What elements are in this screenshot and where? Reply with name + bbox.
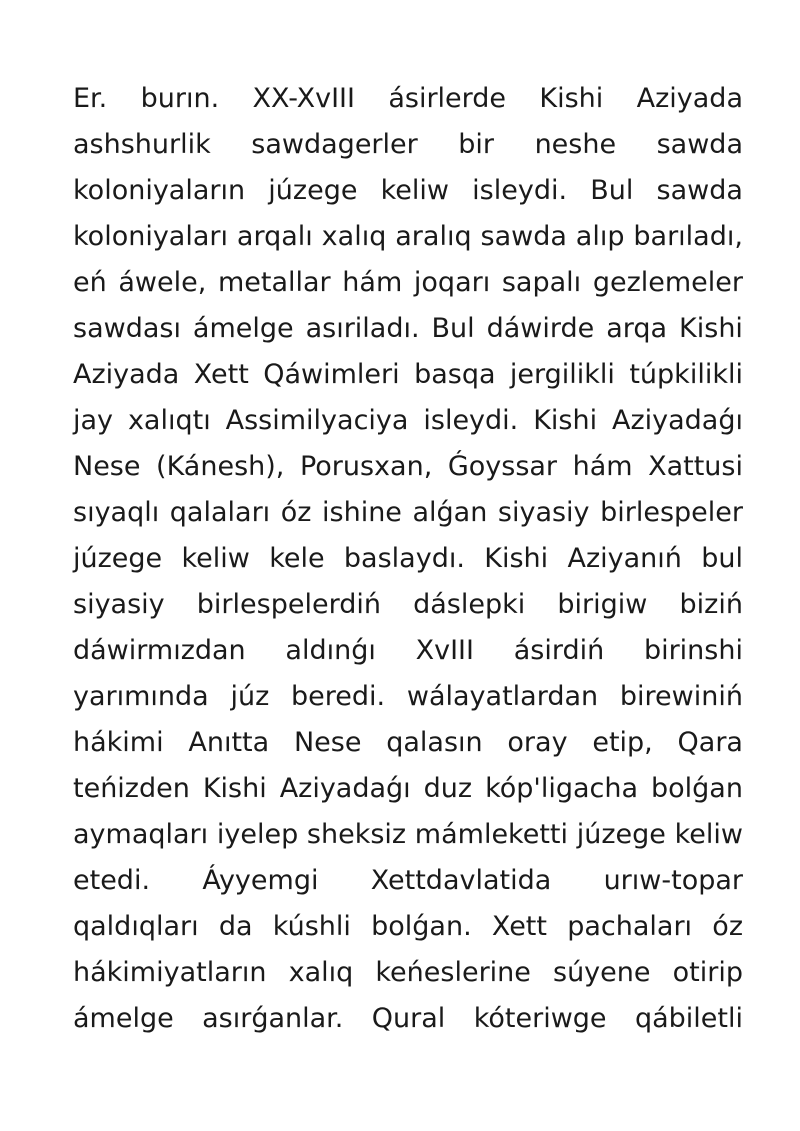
word: ishine	[322, 497, 402, 528]
word: Qáwimleri	[263, 359, 400, 390]
word: Bul	[590, 175, 634, 206]
word: neshe	[534, 129, 617, 160]
word: áwele,	[118, 267, 207, 298]
word: jergilikli	[509, 359, 615, 390]
body-text	[73, 76, 743, 1042]
word: Anıtta	[188, 727, 270, 758]
word: birigiw	[557, 589, 648, 620]
word: Áyyemgi	[202, 865, 319, 896]
word: bolǵan	[650, 773, 743, 804]
word: qalaları	[169, 497, 271, 528]
word: hákimiyatların	[73, 957, 267, 988]
word: dáwirmızdan	[73, 635, 246, 666]
text-line	[73, 490, 743, 536]
word: (Kánesh),	[156, 451, 285, 482]
word: Qural	[371, 1003, 446, 1034]
word: sawda	[480, 221, 567, 252]
word: wálayatlardan	[406, 681, 599, 712]
word: kóteriwge	[473, 1003, 607, 1034]
word: arqalı	[236, 221, 313, 252]
word: túpkilikli	[629, 359, 743, 390]
word: ámelge	[73, 1003, 174, 1034]
text-line	[73, 122, 743, 168]
word: Aziyada	[73, 359, 180, 390]
word: Nese	[293, 727, 362, 758]
word: siyasiy	[497, 497, 590, 528]
word: ásirlerde	[388, 83, 507, 114]
text-line	[73, 858, 743, 904]
word: xalıq	[321, 221, 387, 252]
word: óz	[280, 497, 312, 528]
word: bul	[701, 543, 743, 574]
word: súyene	[553, 957, 651, 988]
word: hám	[572, 451, 633, 482]
word: biziń	[679, 589, 743, 620]
word: birlespeler	[600, 497, 743, 528]
text-line	[73, 352, 743, 398]
word: kele	[269, 543, 325, 574]
text-line	[73, 628, 743, 674]
word: etedi.	[73, 865, 151, 896]
word: alǵan	[412, 497, 488, 528]
word: júzege	[576, 819, 666, 850]
text-line	[73, 950, 743, 996]
word: bolǵan.	[371, 911, 472, 942]
word: jay	[73, 405, 114, 436]
word: sıyaqlı	[73, 497, 160, 528]
text-line	[73, 582, 743, 628]
word: Kishi	[202, 773, 267, 804]
word: hákimi	[73, 727, 164, 758]
word: aralıq	[395, 221, 472, 252]
word: gezlemeler	[592, 267, 743, 298]
word: Kishi	[539, 83, 604, 114]
word: Xett	[491, 911, 547, 942]
word: asıriladı.	[305, 313, 420, 344]
word: iyelep	[216, 819, 299, 850]
word: Xattusi	[648, 451, 743, 482]
word: oray	[507, 727, 568, 758]
word: birinshi	[643, 635, 743, 666]
word: Er.	[73, 83, 108, 114]
word: xalıqtı	[127, 405, 211, 436]
text-line	[73, 76, 743, 122]
word: Kishi	[484, 543, 549, 574]
word: arqa	[606, 313, 668, 344]
word: barıladı,	[633, 221, 743, 252]
word: sapalı	[501, 267, 582, 298]
word: mámleketti	[414, 819, 569, 850]
word: urıw-topar	[603, 865, 743, 896]
word: siyasiy	[73, 589, 165, 620]
word: isleydi.	[472, 175, 568, 206]
word: Aziyadaǵı	[612, 405, 743, 436]
word: joqarı	[413, 267, 491, 298]
word: Aziyada	[636, 83, 743, 114]
word: koloniyaları	[73, 221, 228, 252]
text-line	[73, 674, 743, 720]
word: duz	[423, 773, 473, 804]
word: burın.	[140, 83, 220, 114]
word: hám	[342, 267, 403, 298]
word: Nese	[73, 451, 141, 482]
word: sawda	[656, 129, 743, 160]
word: yarımında	[73, 681, 209, 712]
word: keliw	[674, 819, 743, 850]
text-line	[73, 996, 743, 1042]
word: Kishi	[679, 313, 743, 344]
word: Assimilyaciya	[225, 405, 409, 436]
word: aldınǵı	[285, 635, 376, 666]
word: XvIII	[415, 635, 474, 666]
word: kóp'ligacha	[485, 773, 639, 804]
word: qábiletli	[634, 1003, 743, 1034]
word: óz	[712, 911, 743, 942]
word: dáwirde	[486, 313, 595, 344]
word: kúshli	[272, 911, 351, 942]
text-line	[73, 398, 743, 444]
word: júzege	[268, 175, 358, 206]
word: dáslepki	[413, 589, 526, 620]
word: Qara	[677, 727, 743, 758]
word: Xett	[193, 359, 249, 390]
word: isleydi.	[423, 405, 519, 436]
word: keliw	[181, 543, 250, 574]
text-line	[73, 766, 743, 812]
word: XX-XvIII	[252, 83, 355, 114]
word: asırǵanlar.	[202, 1003, 344, 1034]
word: basqa	[414, 359, 496, 390]
word: qalasın	[386, 727, 483, 758]
word: teńizden	[73, 773, 190, 804]
word: pachaları	[567, 911, 693, 942]
text-line	[73, 812, 743, 858]
word: koloniyaların	[73, 175, 246, 206]
word: qaldıqları	[73, 911, 199, 942]
word: ashshurlik	[73, 129, 211, 160]
word: xalıq	[288, 957, 354, 988]
word: keliw	[380, 175, 449, 206]
word: Bul	[431, 313, 475, 344]
word: birlespelerdiń	[196, 589, 381, 620]
word: ásirdiń	[513, 635, 605, 666]
text-line	[73, 904, 743, 950]
word: keńeslerine	[375, 957, 531, 988]
word: metallar	[217, 267, 331, 298]
word: ámelge	[192, 313, 294, 344]
text-line	[73, 536, 743, 582]
word: aymaqları	[73, 819, 209, 850]
word: beredi.	[291, 681, 386, 712]
word: sheksiz	[306, 819, 407, 850]
word: birewiniń	[619, 681, 743, 712]
word: sawdası	[73, 313, 181, 344]
text-line	[73, 444, 743, 490]
word: etip,	[592, 727, 653, 758]
word: sawda	[656, 175, 743, 206]
text-line	[73, 260, 743, 306]
word: otirip	[672, 957, 743, 988]
word: júzege	[73, 543, 163, 574]
word: eń	[73, 267, 107, 298]
word: Xettdavlatida	[370, 865, 552, 896]
word: Kishi	[533, 405, 598, 436]
word: júz	[230, 681, 270, 712]
word: sawdagerler	[251, 129, 418, 160]
word: alıp	[575, 221, 625, 252]
word: Aziyanıń	[567, 543, 682, 574]
text-line	[73, 720, 743, 766]
text-line	[73, 306, 743, 352]
text-line	[73, 214, 743, 260]
word: baslaydı.	[343, 543, 465, 574]
word: Porusxan,	[299, 451, 433, 482]
word: Aziyadaǵı	[279, 773, 411, 804]
word: Ǵoyssar	[447, 451, 558, 482]
text-line	[73, 168, 743, 214]
word: da	[218, 911, 253, 942]
word: bir	[458, 129, 495, 160]
